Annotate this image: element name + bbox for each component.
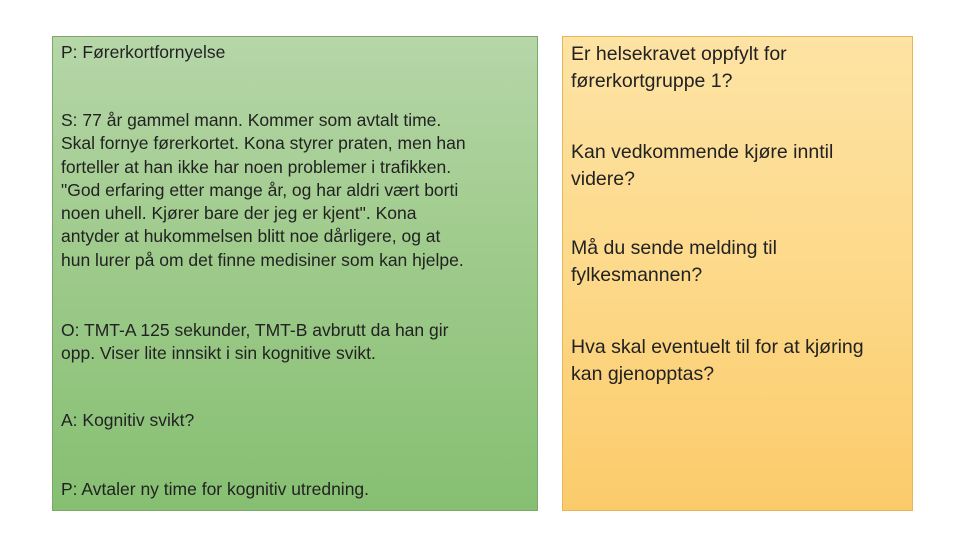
plan-heading: P: Førerkortfornyelse bbox=[61, 42, 226, 62]
question-health-requirement: Er helsekravet oppfylt for førerkortgruppe 1? bbox=[571, 43, 787, 92]
question-resume-driving: Hva skal eventuelt til for at kjøring kan gjenopptas? bbox=[571, 336, 864, 385]
case-notes-panel bbox=[52, 36, 538, 511]
assessment-paragraph: A: Kognitiv svikt? bbox=[61, 410, 195, 430]
questions-panel bbox=[562, 36, 913, 511]
plan-paragraph: P: Avtaler ny time for kognitiv utredning. bbox=[61, 479, 370, 499]
objective-paragraph: O: TMT-A 125 sekunder, TMT-B avbrutt da han gir opp. Viser lite innsikt i sin kognitive svikt. bbox=[61, 320, 449, 364]
subjective-paragraph: S: 77 år gammel mann. Kommer som avtalt time. Skal fornye førerkortet. Kona styrer praten, men han forteller at han ikke har noen problemer i trafikken. "God erfaring etter mange år, og har aldri vært borti noen uhell. Kjører bare der jeg er kjent". Kona antyder at hukommelsen blitt noe dårligere, og at hun lurer på om det finne medisiner som kan hjelpe. bbox=[61, 110, 466, 270]
question-continue-driving: Kan vedkommende kjøre inntil videre? bbox=[571, 141, 834, 190]
question-send-notice: Må du sende melding til fylkesmannen? bbox=[571, 237, 777, 286]
